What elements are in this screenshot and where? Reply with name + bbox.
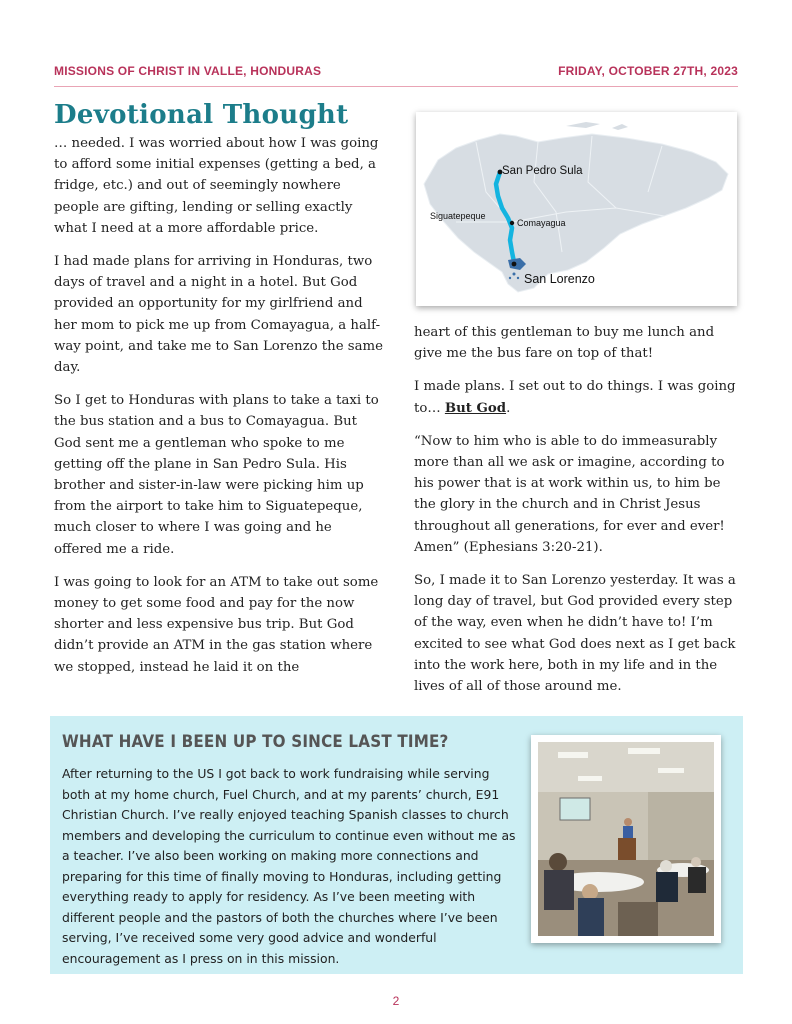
but-god-period: .	[506, 400, 511, 416]
devotional-paragraph: So I get to Honduras with plans to take a taxi to the bus station and a bus to Comayagua. But God sent me a gentleman who spoke to me getting off the plane in San Pedro Sula. His brother and sister-in-law were picking him up from the airport to take him to Siguatepeque, much closer to where I was going and he offered me a ride.	[54, 393, 379, 557]
devotional-title: Devotional Thought	[54, 100, 349, 130]
newsletter-date: FRIDAY, OCTOBER 27TH, 2023	[558, 64, 738, 78]
city-label-san-lorenzo: San Lorenzo	[524, 272, 595, 286]
devotional-paragraph: I was going to look for an ATM to take out some money to get some food and pay for the now shorter and less expensive bus trip. But God didn’t provide an ATM in the gas station where we stopped, instead he laid it on the	[54, 574, 379, 675]
devotional-right-column	[414, 322, 744, 709]
page-number: 2	[392, 994, 400, 1008]
devotional-paragraph: … needed. I was worried about how I was going to afford some initial expenses (getting a bed, a fridge, etc.) and out of seemingly nowhere people are gifting, lending or selling exactly what I need at a more affordable price.	[54, 136, 379, 236]
route-map	[416, 112, 737, 306]
devotional-paragraph: So, I made it to San Lorenzo yesterday. It was a long day of travel, but God provided every step of the way, even when he didn’t have to! I’m excited to see what God does next as I get back into the work here, both in my life and in the lives of all of those around me.	[414, 573, 736, 695]
city-label-comayagua: Comayagua	[517, 218, 566, 228]
header-divider	[54, 86, 738, 87]
devotional-paragraph: I had made plans for arriving in Honduras, two days of travel and a night in a hotel. But God provided an opportunity for my girlfriend and her mom to pick me up from Comayagua, a half-way point, and take me to San Lorenzo the same day.	[54, 254, 384, 376]
but-god-emphasis: But God	[444, 400, 507, 416]
newsletter-name: MISSIONS OF CHRIST IN VALLE, HONDURAS	[54, 64, 322, 78]
devotional-left-column	[54, 133, 384, 690]
scripture-quote: “Now to him who is able to do immeasurably more than all we ask or imagine, according to his power that is at work within us, to him be the glory in the church and in Christ Jesus throughout all generations, for ever and ever! Amen” (Ephesians 3:20-21).	[414, 433, 725, 555]
devotional-paragraph-but-god	[414, 376, 744, 418]
city-label-san-pedro-sula: San Pedro Sula	[502, 165, 583, 177]
but-god-lead-text: I made plans. I set out to do things. I was going to…	[414, 379, 736, 416]
honduras-map-image	[416, 112, 737, 306]
update-section-title: WHAT HAVE I BEEN UP TO SINCE LAST TIME?	[62, 732, 449, 751]
city-label-siguatepeque: Siguatepeque	[430, 211, 486, 221]
classroom-photo-image	[538, 742, 714, 936]
classroom-photo	[531, 735, 721, 943]
update-section-body: After returning to the US I got back to work fundraising while serving both at my home church, Fuel Church, and at my parents’ church, E91 Christian Church. I’ve really enjoyed teaching Spanish classes to church members and developing the curriculum to continue even without me as a teacher. I’ve also been working on making more connections and preparing for this time of finally moving to Honduras, including getting everything ready to apply for residency. As I’ve been meeting with different people and the pastors of both the churches where I’ve been serving, I’ve received some very good advice and wonderful encouragement as I press on in this mission.	[62, 766, 516, 966]
devotional-paragraph: heart of this gentleman to buy me lunch and give me the bus fare on top of that!	[414, 325, 715, 362]
